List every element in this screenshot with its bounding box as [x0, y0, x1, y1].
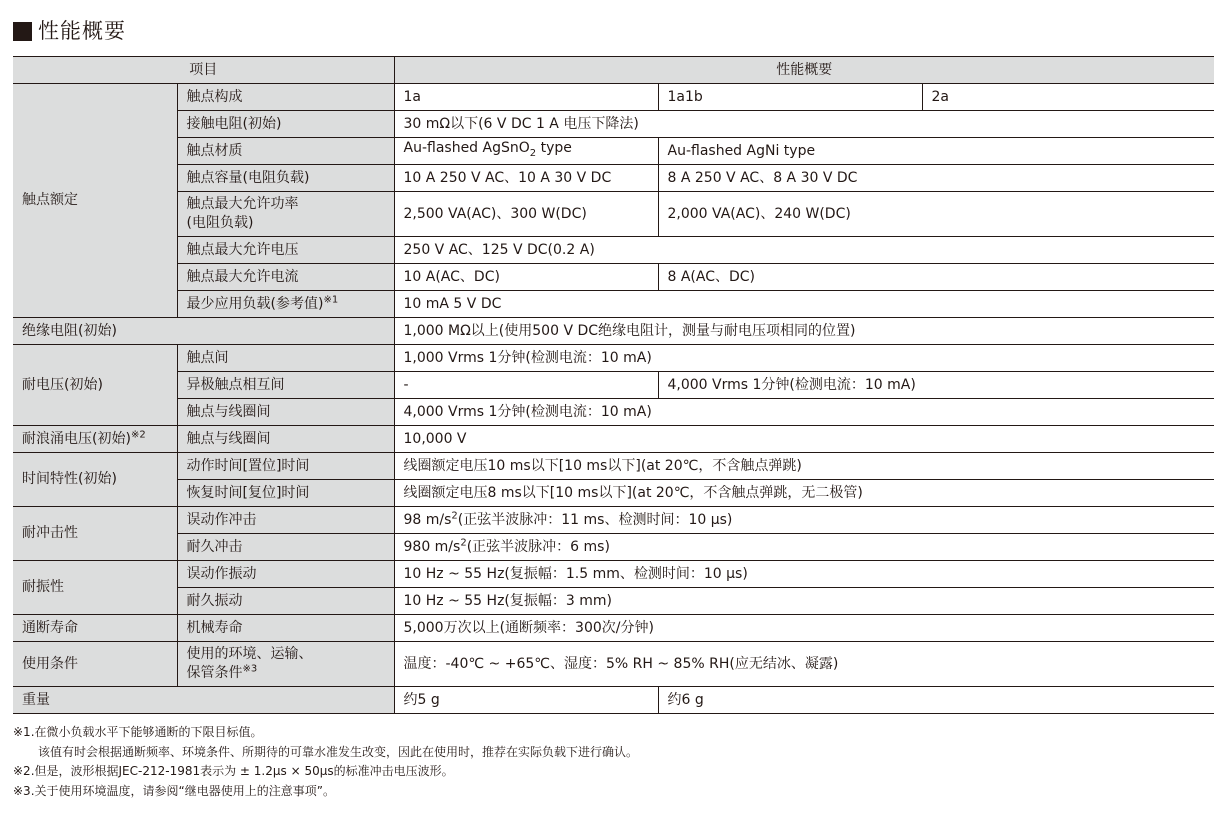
page-title [13, 16, 126, 46]
cell-value: 30 mΩ以下(6 V DC 1 A 电压下降法) [394, 111, 1214, 138]
value-text-a: 980 m/s [403, 538, 461, 555]
row-label: 触点与线圈间 [177, 426, 394, 453]
material-text-b: type [536, 140, 572, 157]
row-label [177, 642, 394, 687]
row-label: 机械寿命 [177, 615, 394, 642]
page-title-text: 性能概要 [38, 19, 126, 43]
cell-value: 8 A 250 V AC、8 A 30 V DC [658, 165, 1214, 192]
footnote-mark: ※3 [242, 663, 258, 675]
cell-value: - [394, 372, 658, 399]
table-row [13, 687, 1214, 714]
footnotes [13, 723, 638, 801]
group-timing: 时间特性(初始) [13, 453, 177, 507]
footnote-1-detail: 该值有时会根据通断频率、环境条件、所期待的可靠水准发生改变，因此在使用时，推荐在实际负载下进行确认。 [38, 744, 639, 759]
row-label: 动作时间[置位]时间 [177, 453, 394, 480]
group-vibration: 耐振性 [13, 561, 177, 615]
cell-value: 约6 g [658, 687, 1214, 714]
cell-value: 1a [394, 84, 658, 111]
table-row [13, 264, 1214, 291]
cell-value: 1,000 MΩ以上(使用500 V DC绝缘电阻计，测量与耐电压项相同的位置) [394, 318, 1214, 345]
cell-value: 1,000 Vrms 1分钟(检测电流：10 mA) [394, 345, 1214, 372]
group-life: 通断寿命 [13, 615, 177, 642]
group-insulation: 绝缘电阻(初始) [13, 318, 394, 345]
table-row [13, 318, 1214, 345]
row-label-text: 最少应用负载(参考值) [186, 295, 324, 312]
row-label: 触点间 [177, 345, 394, 372]
row-label [177, 192, 394, 237]
row-label [177, 291, 394, 318]
row-label-text: 保管条件 [186, 665, 243, 681]
table-row [13, 345, 1214, 372]
row-label-line: 使用的环境、运输、 [186, 646, 313, 662]
table-row [13, 615, 1214, 642]
cell-value: 线圈额定电压10 ms以下[10 ms以下](at 20℃，不含触点弹跳) [394, 453, 1214, 480]
row-label-line [187, 664, 394, 683]
group-shock: 耐冲击性 [13, 507, 177, 561]
value-text-b: (正弦半波脉冲：6 ms) [466, 538, 610, 555]
cell-value: 10,000 V [394, 426, 1214, 453]
row-label: 触点材质 [177, 138, 394, 165]
table-row [13, 642, 1214, 687]
value-text-a: 98 m/s [403, 511, 452, 528]
row-label: 耐久振动 [177, 588, 394, 615]
table-row [13, 588, 1214, 615]
table-row [13, 138, 1214, 165]
table-row [13, 111, 1214, 138]
cell-value: 4,000 Vrms 1分钟(检测电流：10 mA) [658, 372, 1214, 399]
row-label: 触点最大允许电压 [177, 237, 394, 264]
table-row [13, 192, 1214, 237]
footnote-mark: ※2 [130, 428, 146, 440]
cell-value: 10 Hz ~ 55 Hz(复振幅：1.5 mm、检测时间：10 μs) [394, 561, 1214, 588]
material-subscript: 2 [529, 147, 537, 159]
row-label: 触点最大允许电流 [177, 264, 394, 291]
square-bullet-icon [13, 22, 32, 41]
cell-value [394, 534, 1214, 561]
row-label: 误动作振动 [177, 561, 394, 588]
material-text-a: Au-flashed AgSnO [403, 140, 530, 157]
row-label: 触点与线圈间 [177, 399, 394, 426]
row-label: 恢复时间[复位]时间 [177, 480, 394, 507]
row-label: 接触电阻(初始) [177, 111, 394, 138]
group-surge [13, 426, 177, 453]
row-label: 触点容量(电阻负载) [177, 165, 394, 192]
spec-table [13, 56, 1214, 714]
cell-value: 2,000 VA(AC)、240 W(DC) [658, 192, 1214, 237]
row-label: 耐久冲击 [177, 534, 394, 561]
table-row [13, 237, 1214, 264]
footnote-1: ※1.在微小负载水平下能够通断的下限目标值。 [13, 725, 263, 739]
table-header [13, 57, 1214, 84]
group-dielectric: 耐电压(初始) [13, 345, 177, 426]
table-row [13, 372, 1214, 399]
cell-value [394, 507, 1214, 534]
cell-value: Au-flashed AgNi type [658, 138, 1214, 165]
table-row [13, 426, 1214, 453]
table-row [13, 165, 1214, 192]
cell-value: 4,000 Vrms 1分钟(检测电流：10 mA) [394, 399, 1214, 426]
header-performance: 性能概要 [394, 57, 1214, 84]
cell-value: 250 V AC、125 V DC(0.2 A) [394, 237, 1214, 264]
cell-value [394, 138, 658, 165]
footnote-3: ※3.关于使用环境温度，请参阅“继电器使用上的注意事项”。 [13, 783, 335, 798]
cell-value: 8 A(AC、DC) [658, 264, 1214, 291]
row-label: 异极触点相互间 [177, 372, 394, 399]
group-usage: 使用条件 [13, 642, 177, 687]
table-row [13, 507, 1214, 534]
header-item: 项目 [13, 57, 394, 84]
group-surge-text: 耐浪涌电压(初始) [22, 430, 131, 447]
value-text-b: (正弦半波脉冲：11 ms、检测时间：10 μs) [457, 511, 733, 528]
superscript: 2 [451, 509, 458, 521]
cell-value: 10 A(AC、DC) [394, 264, 658, 291]
table-row [13, 453, 1214, 480]
superscript: 2 [460, 536, 467, 548]
cell-value: 2a [922, 84, 1214, 111]
row-label: 误动作冲击 [177, 507, 394, 534]
table-row [13, 480, 1214, 507]
cell-value: 1a1b [658, 84, 922, 111]
table-row [13, 561, 1214, 588]
footnote-2: ※2.但是，波形根据JEC-212-1981表示为 ± 1.2μs × 50μs的标准冲击电压波形。 [13, 764, 454, 778]
cell-value: 10 Hz ~ 55 Hz(复振幅：3 mm) [394, 588, 1214, 615]
cell-value: 线圈额定电压8 ms以下[10 ms以下](at 20℃，不含触点弹跳，无二极管) [394, 480, 1214, 507]
group-contact: 触点额定 [13, 84, 177, 318]
row-label-line: 触点最大允许功率 [186, 196, 299, 212]
table-row [13, 534, 1214, 561]
table-row [13, 84, 1214, 111]
footnote-mark: ※1 [323, 293, 339, 305]
cell-value: 10 A 250 V AC、10 A 30 V DC [394, 165, 658, 192]
row-label-line: (电阻负载) [186, 215, 254, 231]
cell-value: 10 mA 5 V DC [394, 291, 1214, 318]
cell-value: 约5 g [394, 687, 658, 714]
cell-value: 温度：-40℃ ~ +65℃、湿度：5% RH ~ 85% RH(应无结冰、凝露) [394, 642, 1214, 687]
group-weight: 重量 [13, 687, 394, 714]
row-label: 触点构成 [177, 84, 394, 111]
table-row [13, 399, 1214, 426]
table-row [13, 291, 1214, 318]
cell-value: 5,000万次以上(通断频率：300次/分钟) [394, 615, 1214, 642]
cell-value: 2,500 VA(AC)、300 W(DC) [394, 192, 658, 237]
